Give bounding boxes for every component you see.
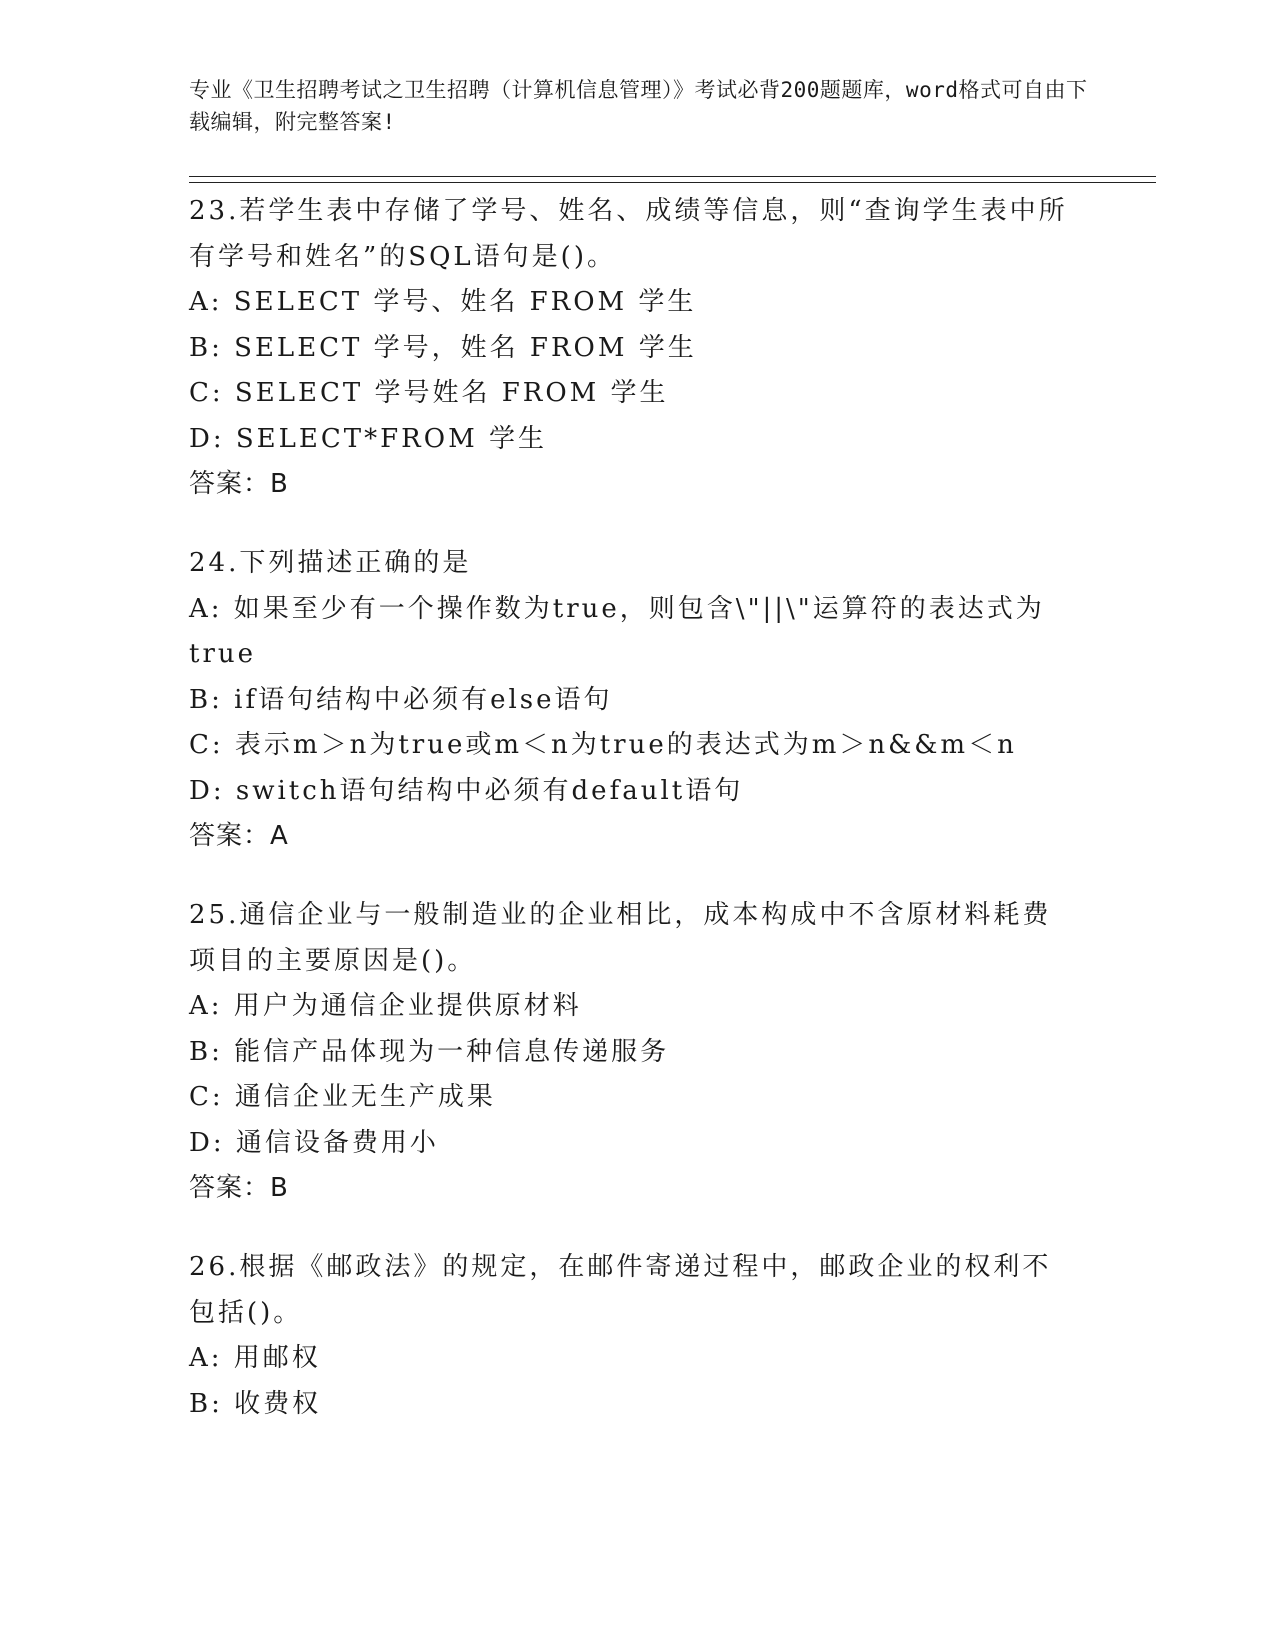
option-d: D: switch语句结构中必须有default语句	[189, 775, 744, 806]
question-text: 23.若学生表中存储了学号、姓名、成绩等信息，则“查询学生表中所有学号和姓名”的SQL语句是()。	[189, 196, 1068, 272]
option-c: C: 通信企业无生产成果	[189, 1082, 496, 1112]
option-d: D: SELECT*FROM 学生	[189, 423, 547, 454]
question-24	[189, 541, 1109, 859]
answer-text: 答案：B	[189, 469, 289, 499]
option-a: A: 用邮权	[189, 1343, 321, 1373]
option-a: A: SELECT 学号、姓名 FROM 学生	[189, 287, 697, 317]
option-c: C: 表示m＞n为true或m＜n为true的表达式为m＞n&&m＜n	[189, 730, 1017, 760]
header-rule-bottom	[189, 182, 1156, 183]
option-c: C: SELECT 学号姓名 FROM 学生	[189, 378, 669, 408]
option-b: B: 收费权	[189, 1388, 322, 1419]
answer-text: 答案：A	[189, 821, 289, 851]
header-rule-top	[189, 176, 1156, 177]
option-a: A: 如果至少有一个操作数为true，则包含\"||\"运算符的表达式为true	[189, 593, 1045, 669]
answer-text: 答案：B	[189, 1173, 289, 1203]
question-text: 26.根据《邮政法》的规定，在邮件寄递过程中，邮政企业的权利不包括()。	[189, 1252, 1052, 1328]
document-header: 专业《卫生招聘考试之卫生招聘（计算机信息管理）》考试必背200题题库，word格式可自由下载编辑，附完整答案!	[189, 78, 1088, 134]
option-b: B: if语句结构中必须有else语句	[189, 684, 613, 715]
option-b: B: SELECT 学号，姓名 FROM 学生	[189, 332, 697, 363]
option-b: B: 能信产品体现为一种信息传递服务	[189, 1036, 670, 1067]
question-23	[189, 189, 1109, 507]
question-list	[189, 189, 1109, 1461]
question-26	[189, 1245, 1109, 1427]
question-text: 24.下列描述正确的是	[189, 548, 472, 578]
question-25	[189, 893, 1109, 1211]
option-d: D: 通信设备费用小	[189, 1127, 439, 1158]
question-text: 25.通信企业与一般制造业的企业相比，成本构成中不含原材料耗费项目的主要原因是()。	[189, 900, 1052, 976]
option-a: A: 用户为通信企业提供原材料	[189, 991, 582, 1021]
